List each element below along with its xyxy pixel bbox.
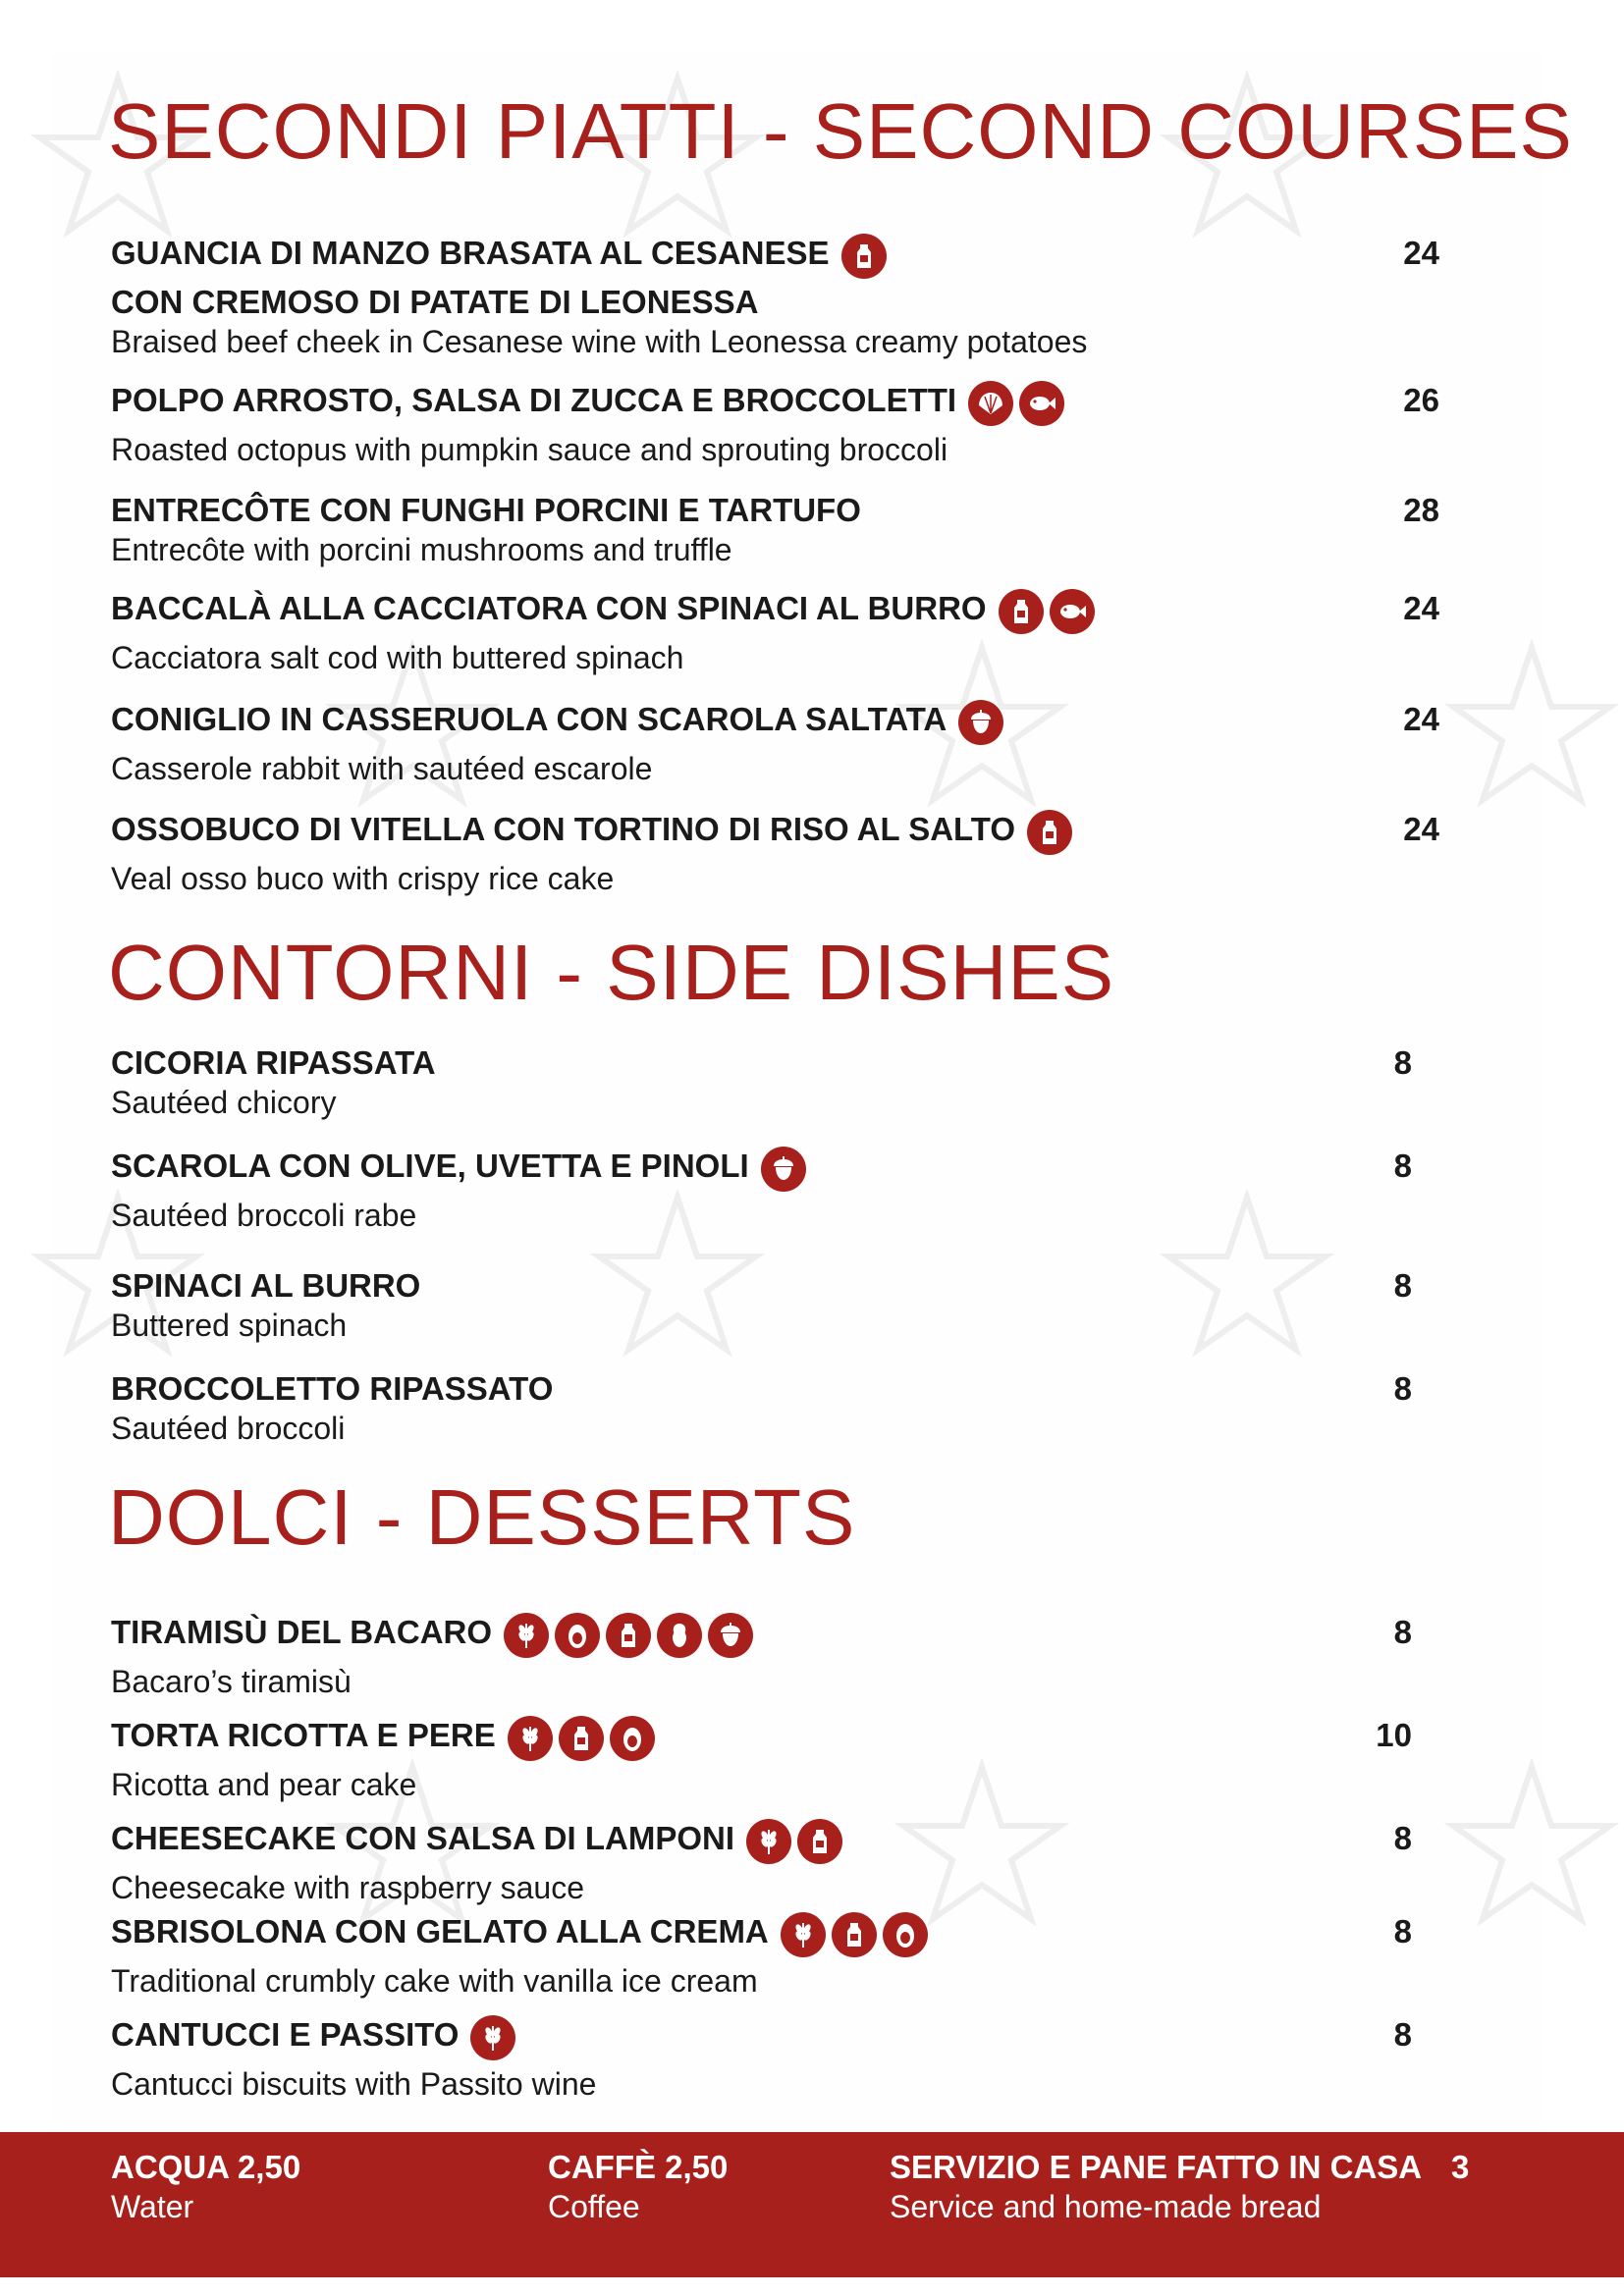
menu-item-name-row — [111, 589, 1446, 638]
footer-coffee — [548, 2148, 728, 2226]
menu-item-name-row — [111, 1819, 1446, 1868]
menu-item — [111, 491, 1446, 569]
menu-item-name: CANTUCCI E PASSITO — [111, 2016, 460, 2053]
allergen-icons — [999, 589, 1095, 634]
menu-item-price: 24 — [1403, 235, 1439, 271]
milk-icon — [606, 1613, 651, 1658]
gluten-icon — [504, 1613, 549, 1658]
menu-item-description: Bacaro’s tiramisù — [111, 1663, 352, 1699]
menu-item — [111, 1369, 1446, 1448]
menu-item-description: Ricotta and pear cake — [111, 1766, 417, 1802]
menu-item — [111, 2015, 1446, 2104]
menu-item-description: Entrecôte with porcini mushrooms and truffle — [111, 532, 732, 567]
section-title-secondi: SECONDI PIATTI - SECOND COURSES — [108, 87, 1573, 175]
menu-item-name-line2: CON CREMOSO DI PATATE DI LEONESSA — [111, 283, 759, 320]
menu-item-name-row — [111, 1266, 1446, 1306]
menu-item-name: SBRISOLONA CON GELATO ALLA CREMA — [111, 1913, 769, 1949]
menu-item — [111, 381, 1446, 469]
menu-item-name-row — [111, 1043, 1446, 1083]
menu-item-name: GUANCIA DI MANZO BRASATA AL CESANESE — [111, 235, 830, 271]
milk-icon — [999, 589, 1044, 634]
menu-item-price: 8 — [1393, 1148, 1412, 1184]
section-title-contorni: CONTORNI - SIDE DISHES — [108, 929, 1115, 1016]
menu-item — [111, 1147, 1446, 1235]
allergen-icons — [968, 381, 1064, 426]
menu-item-name-row — [111, 1912, 1446, 1961]
menu-item-price: 24 — [1403, 811, 1439, 847]
nut-icon — [708, 1613, 753, 1658]
egg-icon — [555, 1613, 600, 1658]
menu-item-price: 8 — [1393, 1913, 1412, 1949]
footer-water — [111, 2148, 300, 2226]
menu-item-name: BACCALÀ ALLA CACCIATORA CON SPINACI AL BURRO — [111, 590, 987, 626]
menu-item-description: Cantucci biscuits with Passito wine — [111, 2065, 597, 2102]
gluten-icon — [746, 1819, 791, 1864]
egg-icon — [610, 1716, 655, 1761]
menu-item-description: Sautéed chicory — [111, 1085, 337, 1120]
menu-item — [111, 810, 1446, 898]
menu-item-description: Cacciatora salt cod with buttered spinach — [111, 639, 684, 675]
allergen-icons — [504, 1613, 753, 1658]
menu-item-description: Sautéed broccoli — [111, 1411, 346, 1446]
menu-item-price: 8 — [1393, 1614, 1412, 1650]
menu-item — [111, 234, 1446, 361]
menu-item-name-row — [111, 1613, 1446, 1662]
menu-item-name: CONIGLIO IN CASSERUOLA CON SCAROLA SALTATA — [111, 701, 947, 737]
footer-coffee-title: CAFFÈ 2,50 — [548, 2149, 729, 2185]
menu-item-description: Roasted octopus with pumpkin sauce and sprouting broccoli — [111, 431, 948, 467]
menu-item-price: 24 — [1403, 590, 1439, 626]
menu-item — [111, 589, 1446, 677]
menu-item-description: Traditional crumbly cake with vanilla ice cream — [111, 1962, 758, 1999]
footer-service-title: SERVIZIO E PANE FATTO IN CASA — [890, 2149, 1423, 2185]
menu-item-price: 8 — [1393, 1370, 1412, 1407]
menu-item-description: Sautéed broccoli rabe — [111, 1197, 417, 1233]
footer-service — [890, 2148, 1422, 2226]
milk-icon — [1027, 810, 1072, 855]
menu-item-name-row — [111, 381, 1446, 430]
menu-item — [111, 1613, 1446, 1701]
allergen-icons — [470, 2015, 515, 2060]
menu-item-price: 8 — [1393, 1820, 1412, 1856]
menu-item-description: Cheesecake with raspberry sauce — [111, 1869, 585, 1905]
menu-item-name-row — [111, 234, 1446, 283]
fish-icon — [1019, 381, 1064, 426]
menu-item-price: 8 — [1393, 2016, 1412, 2053]
menu-item — [111, 1819, 1446, 1907]
section-title-dolci: DOLCI - DESSERTS — [108, 1473, 856, 1561]
allergen-icons — [1027, 810, 1072, 855]
shellfish-icon — [968, 381, 1013, 426]
menu-item-description: Casserole rabbit with sautéed escarole — [111, 750, 653, 786]
milk-icon — [841, 234, 887, 279]
menu-item — [111, 1716, 1446, 1804]
menu-item — [111, 700, 1446, 788]
menu-item — [111, 1912, 1446, 2001]
milk-icon — [832, 1912, 877, 1957]
allergen-icons — [781, 1912, 928, 1957]
menu-item-name: BROCCOLETTO RIPASSATO — [111, 1370, 554, 1407]
menu-item-name-row — [111, 491, 1446, 530]
allergen-icons — [508, 1716, 655, 1761]
footer-water-sub: Water — [111, 2189, 194, 2224]
menu-item-name: CICORIA RIPASSATA — [111, 1044, 436, 1081]
menu-item-price: 8 — [1393, 1267, 1412, 1304]
menu-item-description: Veal osso buco with crispy rice cake — [111, 860, 615, 896]
footer-service-sub: Service and home-made bread — [890, 2189, 1322, 2224]
allergen-icons — [761, 1147, 806, 1192]
menu-item-price: 24 — [1403, 701, 1439, 737]
menu-item-name: CHEESECAKE CON SALSA DI LAMPONI — [111, 1820, 734, 1856]
menu-item-name: TIRAMISÙ DEL BACARO — [111, 1614, 493, 1650]
menu-item-name: TORTA RICOTTA E PERE — [111, 1717, 496, 1753]
menu-item-name: SPINACI AL BURRO — [111, 1267, 421, 1304]
menu-item-name: OSSOBUCO DI VITELLA CON TORTINO DI RISO AL SALTO — [111, 811, 1015, 847]
milk-icon — [797, 1819, 842, 1864]
nut-icon — [761, 1147, 806, 1192]
menu-item — [111, 1043, 1446, 1122]
allergen-icons — [746, 1819, 842, 1864]
allergen-icons — [841, 234, 887, 279]
menu-item-name-row — [111, 2015, 1446, 2064]
menu-item-price: 26 — [1403, 382, 1439, 418]
nut-icon — [958, 700, 1003, 745]
gluten-icon — [470, 2015, 515, 2060]
menu-item — [111, 1266, 1446, 1345]
menu-item-price: 10 — [1376, 1717, 1412, 1753]
footer-water-title: ACQUA 2,50 — [111, 2149, 301, 2185]
menu-item-name-row — [111, 1369, 1446, 1409]
gluten-icon — [508, 1716, 553, 1761]
menu-item-description: Braised beef cheek in Cesanese wine with Leonessa creamy potatoes — [111, 323, 1088, 359]
gluten-icon — [781, 1912, 826, 1957]
fish-icon — [1050, 589, 1095, 634]
egg-icon — [883, 1912, 928, 1957]
footer-bar — [0, 2132, 1624, 2277]
menu-item-name-row — [111, 810, 1446, 859]
menu-item-name: SCAROLA CON OLIVE, UVETTA E PINOLI — [111, 1148, 749, 1184]
menu-item-name-row — [111, 1147, 1446, 1196]
menu-item-name-row — [111, 1716, 1446, 1765]
menu-item-description: Buttered spinach — [111, 1308, 348, 1343]
menu-item-price: 8 — [1393, 1044, 1412, 1081]
menu-item-price: 28 — [1403, 492, 1439, 528]
menu-item-name: POLPO ARROSTO, SALSA DI ZUCCA E BROCCOLETTI — [111, 382, 957, 418]
peanut-icon — [657, 1613, 702, 1658]
menu-item-name: ENTRECÔTE CON FUNGHI PORCINI E TARTUFO — [111, 492, 861, 528]
page-number: 3 — [1451, 2149, 1470, 2185]
milk-icon — [559, 1716, 604, 1761]
allergen-icons — [958, 700, 1003, 745]
footer-coffee-sub: Coffee — [548, 2189, 640, 2224]
menu-item-name-row — [111, 700, 1446, 749]
